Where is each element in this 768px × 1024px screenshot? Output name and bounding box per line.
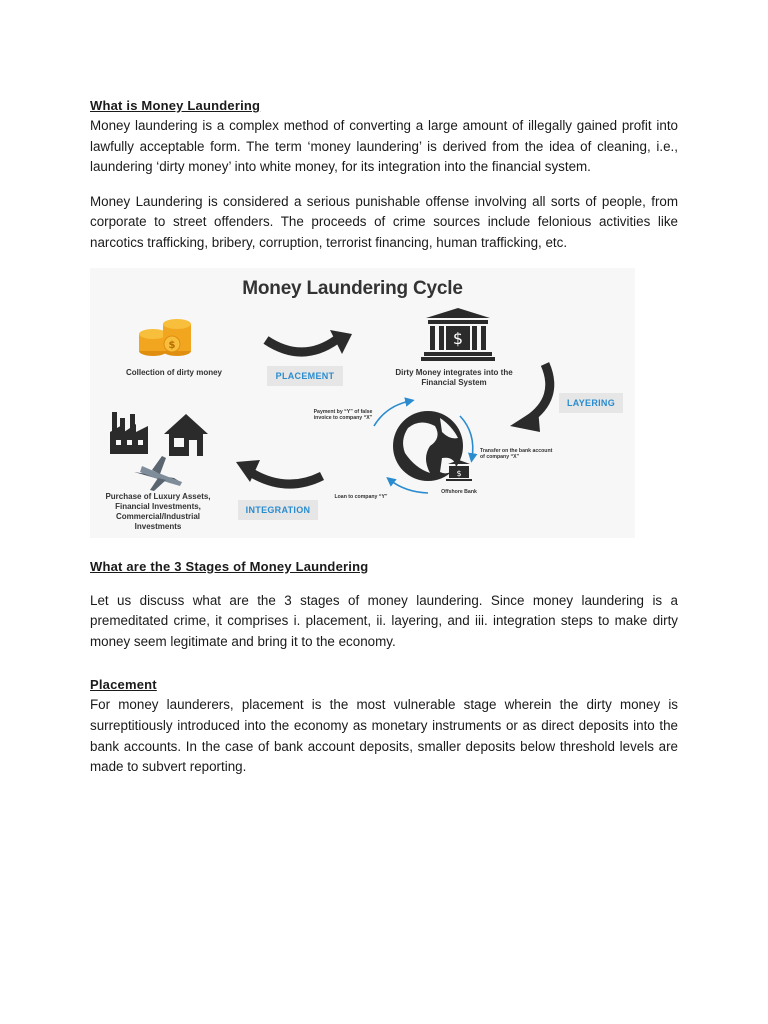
factory-icon [110, 412, 148, 454]
money-laundering-cycle-figure [90, 268, 635, 538]
paragraph-placement: For money launderers, placement is the most vulnerable stage wherein the dirty money is surreptitiously introduced into the economy as monetary instruments or as direct deposits into the bank accounts. In the case of bank account deposits, smaller deposits below threshold levels are made to subvert reporting. [90, 697, 678, 775]
paragraph-definition: Money laundering is a complex method of converting a large amount of illegally gained profit into lawfully acceptable form. The term ‘money laundering’ is derived from the idea of cleaning, i.e., laundering ‘dirty money’ into white money, for its integration into the financial system. [90, 118, 678, 175]
section-heading-what-is: What is Money Laundering [90, 98, 261, 113]
svg-text:$: $ [452, 328, 464, 348]
payment-label: Payment by “Y” of false invoice to company “X” [313, 408, 373, 422]
figure-title: Money Laundering Cycle [242, 277, 463, 299]
placement-stage: PLACEMENT [267, 366, 343, 386]
integration-arrow [250, 472, 322, 484]
integrates-label: Dirty Money integrates into the Financial System [395, 367, 513, 387]
placement-arrow [266, 340, 336, 352]
document-page [90, 96, 678, 778]
section-heading-stages: What are the 3 Stages of Money Laundering [90, 558, 369, 574]
section-heading-placement: Placement [90, 677, 157, 693]
loan-label: Loan to company “Y” [334, 493, 388, 500]
svg-text:$: $ [456, 468, 462, 478]
integration-stage: INTEGRATION [238, 500, 318, 520]
collection-label: Collection of dirty money [125, 367, 222, 377]
airplane-icon [134, 456, 182, 491]
coins-icon [139, 319, 191, 356]
cycle-arrow-bottom [390, 480, 428, 493]
layering-stage: LAYERING [559, 393, 623, 413]
purchase-label: Purchase of Luxury Assets, Financial Investments, Commercial/Industrial Investments [105, 491, 211, 531]
layering-arrow [528, 364, 550, 420]
transfer-label: Transfer on the bank account of company “X” [480, 447, 553, 461]
house-icon [164, 414, 208, 456]
offshore-label: Offshore Bank [441, 488, 477, 495]
bank-icon [421, 308, 495, 361]
paragraph-offense: Money Laundering is considered a serious punishable offense involving all sorts of people, from corporate to street offenders. The proceeds of crime sources include felonious activities like narcotics trafficking, bribery, corruption, terrorist financing, human trafficking, etc. [90, 193, 678, 250]
paragraph-stages: Let us discuss what are the 3 stages of money laundering. Since money laundering is a premeditated crime, it comprises i. placement, ii. layering, and iii. integration steps to make dirty money seem legitimate and bring it to the economy. [90, 592, 678, 649]
svg-text:$: $ [168, 339, 176, 351]
